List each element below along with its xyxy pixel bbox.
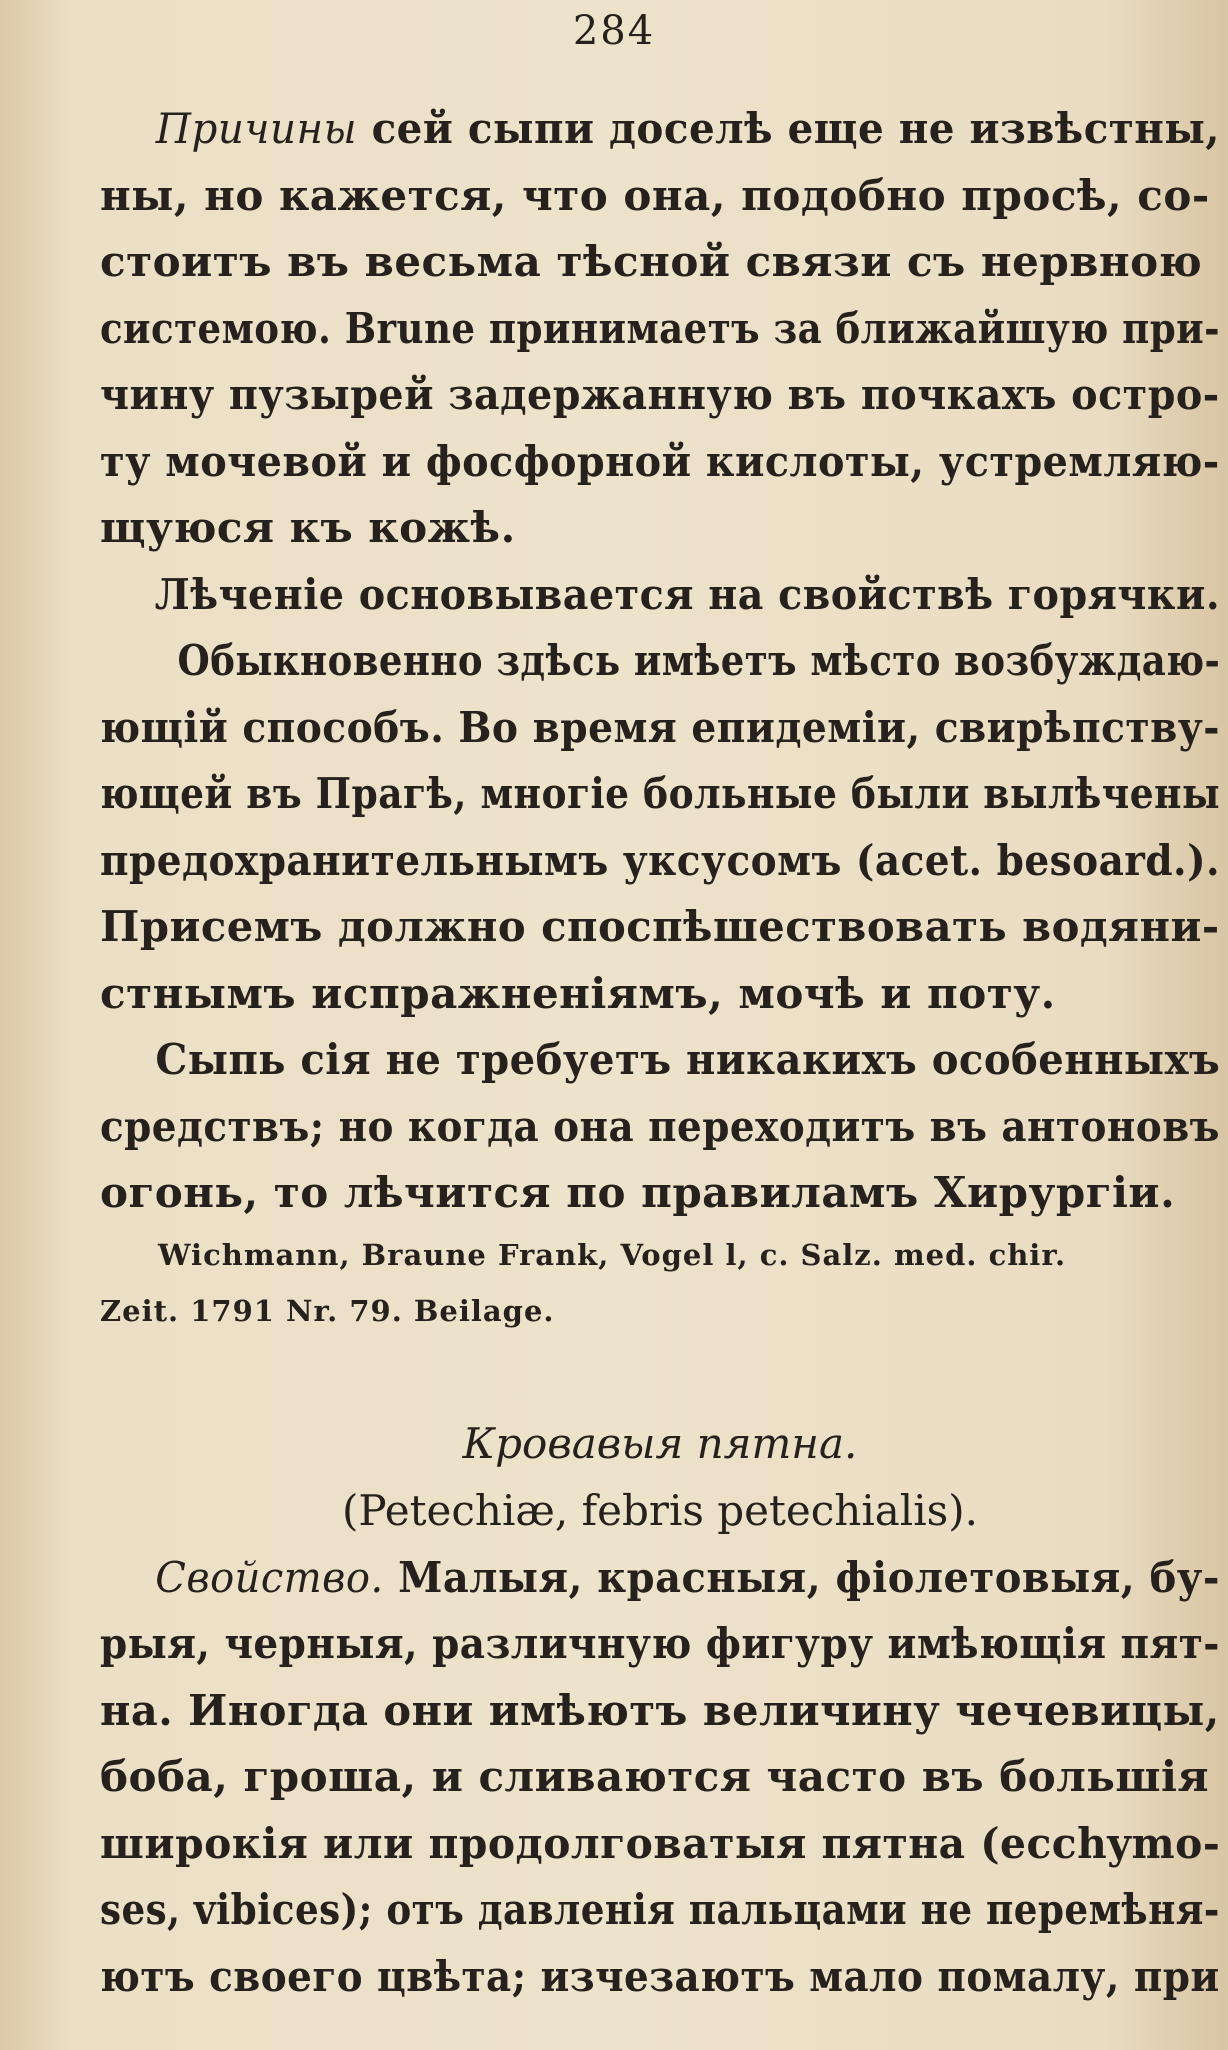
section-title: Кровавыя пятна. xyxy=(462,1418,858,1468)
spacer xyxy=(100,1339,1220,1411)
italic-lead: Свойство. xyxy=(155,1552,384,1602)
reference-line: Zeit. 1791 Nr. 79. Beilage. xyxy=(100,1293,555,1328)
line-text: широкія или продолговатыя пятна (ecchymo- xyxy=(100,1818,1221,1868)
line-text: боба, гроша, и сливаются часто въ большія xyxy=(100,1752,1210,1801)
text-line: Лѣченіе основывается на свойствѣ горячки. xyxy=(154,569,1221,619)
text-line xyxy=(100,1611,1220,1678)
text-line xyxy=(100,362,1220,429)
line-text: на. Иногда они имѣютъ величину чечевицы, xyxy=(100,1685,1220,1735)
text-line: Присемъ должно споспѣшествовать водяни- xyxy=(100,902,1220,951)
line-text: ны, но кажется, что она, подобно просѣ, со- xyxy=(100,170,1210,220)
text-line xyxy=(100,1744,1220,1811)
text-line xyxy=(100,96,1220,163)
text-line xyxy=(100,1811,1221,1878)
section-subtitle: (Petechiæ, febris petechialis). xyxy=(342,1485,978,1535)
line-text: щуюся къ кожѣ. xyxy=(100,503,516,552)
text-line xyxy=(100,1545,1220,1612)
italic-lead: Причины xyxy=(155,104,358,153)
line-text: стоитъ въ весьма тѣсной связи съ нервною xyxy=(100,237,1203,286)
page-number: 284 xyxy=(572,8,656,54)
line-text: системою. Brune принимаетъ за ближайшую при- xyxy=(100,303,1220,353)
text-line: ющій способъ. Во время епидеміи, свирѣпству- xyxy=(100,702,1220,752)
reference-line: Wichmann, Braune Frank, Vogel l, c. Salz. med. chir. xyxy=(158,1237,1067,1272)
text-line: огонь, то лѣчится по правиламъ Хирургіи. xyxy=(100,1168,1176,1217)
text-line: стнымъ испражненіямъ, мочѣ и поту. xyxy=(100,968,1056,1018)
text-line xyxy=(100,429,1220,496)
text-line: предохранительнымъ уксусомъ (acet. besoard.). xyxy=(100,835,1221,885)
line-text: ту мочевой и фосфорной кислоты, устремляю- xyxy=(100,436,1220,486)
line-text: ютъ своего цвѣта; изчезаютъ мало помалу, при xyxy=(100,1951,1220,2001)
page-text xyxy=(100,96,1220,2010)
line-text: Малыя, красныя, фіолетовыя, бу- xyxy=(383,1552,1220,1602)
line-text: чину пузырей задержанную въ почкахъ остро- xyxy=(100,370,1220,419)
text-line: средствъ; но когда она переходитъ въ антоновъ xyxy=(100,1101,1220,1151)
text-line: Обыкновенно здѣсь имѣетъ мѣсто возбуждаю- xyxy=(177,636,1221,685)
text-line xyxy=(100,163,1220,230)
line-text: ses, vibices); отъ давленія пальцами не перемѣня- xyxy=(100,1885,1220,1934)
text-line: Сыпь сія не требуетъ никакихъ особенныхъ xyxy=(155,1035,1221,1084)
text-line xyxy=(100,296,1220,363)
text-line xyxy=(100,1944,1220,2011)
text-line xyxy=(100,1678,1220,1745)
text-line xyxy=(100,495,1220,562)
text-line: ющей въ Прагѣ, многіе больные были вылѣчены xyxy=(100,769,1221,818)
text-line xyxy=(100,229,1220,296)
text-line xyxy=(100,1877,1220,1944)
line-text: сей сыпи доселѣ еще не извѣстны, xyxy=(357,104,1220,153)
line-text: рыя, черныя, различную фигуру имѣющія пят- xyxy=(100,1619,1220,1668)
